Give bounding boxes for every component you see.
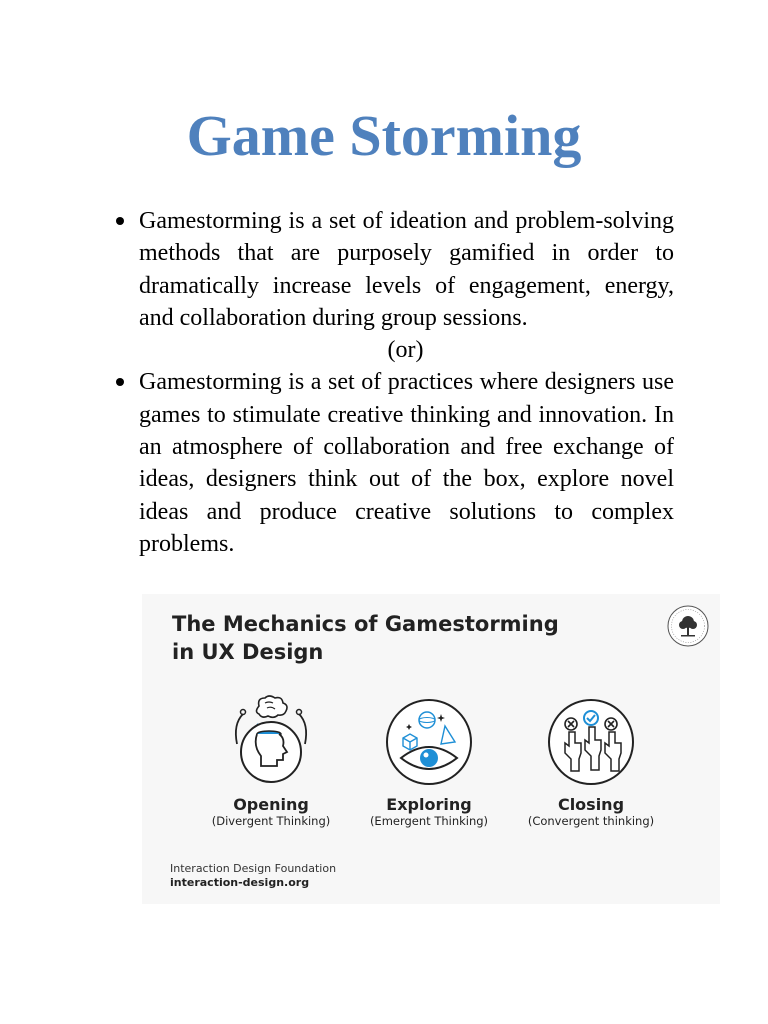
gamestorming-infographic bbox=[142, 594, 720, 904]
bullet-item bbox=[112, 366, 674, 560]
phase-name: Opening bbox=[233, 795, 309, 814]
bullet-dot-icon bbox=[116, 217, 124, 225]
bullet-dot-icon bbox=[116, 378, 124, 386]
infographic-title-line1: The Mechanics of Gamestorming bbox=[172, 612, 559, 636]
phase-closing bbox=[516, 694, 666, 829]
bullet-text: Gamestorming is a set of practices where designers use games to stimulate creative thinking and innovation. In an atmosphere of collaboration and free exchange of ideas, designers think out of the box, explore novel ideas and produce creative solutions to complex problems. bbox=[139, 369, 674, 557]
bullet-list bbox=[112, 205, 674, 560]
infographic-title-line2: in UX Design bbox=[172, 640, 324, 664]
phase-name: Closing bbox=[557, 795, 625, 814]
phase-subtitle: (Emergent Thinking) bbox=[369, 814, 489, 828]
phase-exploring bbox=[354, 694, 504, 829]
phase-opening bbox=[196, 694, 346, 829]
eye-shapes-icon bbox=[379, 694, 479, 786]
phase-subtitle: (Divergent Thinking) bbox=[211, 814, 331, 828]
phase-name: Exploring bbox=[386, 795, 472, 814]
phase-subtitle: (Convergent thinking) bbox=[527, 814, 655, 828]
idf-seal-icon bbox=[666, 604, 710, 648]
footer-url: interaction-design.org bbox=[170, 876, 310, 889]
head-brain-icon bbox=[221, 694, 321, 786]
footer-org: Interaction Design Foundation bbox=[170, 862, 337, 875]
hands-choices-icon bbox=[541, 694, 641, 786]
or-separator: (or) bbox=[387, 337, 424, 364]
infographic-footer bbox=[170, 862, 336, 890]
bullet-text: Gamestorming is a set of ideation and problem-solving methods that are purposely gamified in order to dramatically increase levels of engagement, energy, and collaboration during group sessions. bbox=[139, 208, 674, 331]
infographic-title bbox=[172, 610, 559, 666]
page-title: Game Storming bbox=[186, 103, 582, 168]
bullet-item bbox=[112, 205, 674, 334]
